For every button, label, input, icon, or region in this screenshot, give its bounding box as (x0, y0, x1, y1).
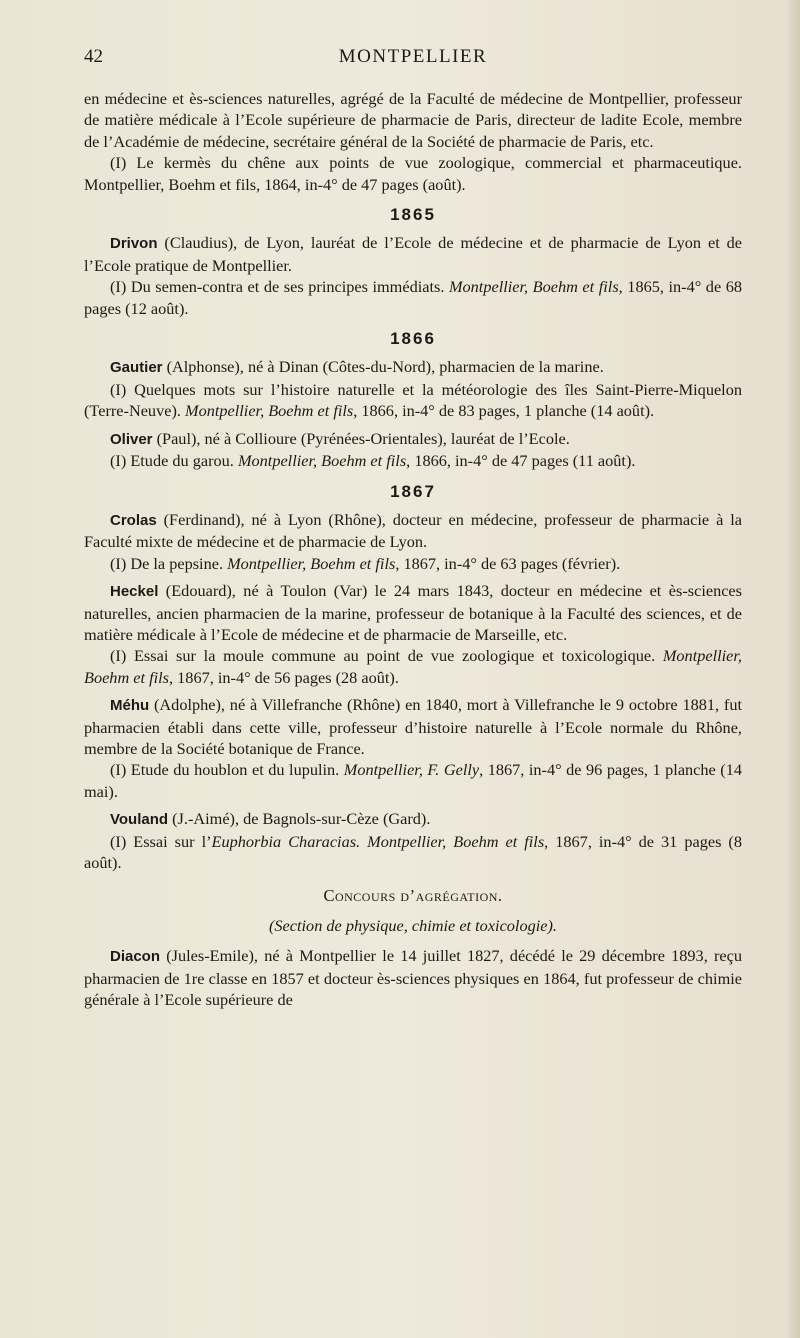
work-heckel (84, 645, 742, 688)
work-details: , 1867, in-4° de 56 pages (28 août). (169, 667, 399, 687)
author-bio: (Ferdinand), né à Lyon (Rhône), docteur en médecine, professeur de pharmacie à la Faculté mixte de médecine et de pharmacie de Lyon. (84, 509, 742, 552)
entry-mehu (84, 694, 742, 759)
work-title: (I) Essai sur l’ (110, 831, 212, 851)
work-title: (I) De la pepsine. (110, 553, 228, 573)
author-name: Vouland (110, 811, 169, 829)
author-bio: (Jules-Emile), né à Montpellier le 14 juillet 1827, décédé le 29 décembre 1893, reçu pharmacien de 1re classe en 1857 et docteur ès-sciences physiques en 1864, fut professeur de chimie générale à l’Ecole supérieure de (84, 946, 742, 1010)
entry-vouland (84, 808, 742, 830)
work-details: , 1867, in-4° de 63 pages (février). (395, 553, 621, 573)
work-details: , 1866, in-4° de 83 pages, 1 planche (14 août). (353, 401, 655, 421)
page-header (84, 46, 742, 76)
author-name: Oliver (110, 430, 153, 448)
author-bio: (Edouard), né à Toulon (Var) le 24 mars 1843, docteur en médecine et ès-sciences naturelles, ancien pharmacien de la marine, professeur de botanique à la Faculté des sciences, et de matière médicale à l’Ecole de médecine et de pharmacie de Marseille, etc. (84, 581, 742, 644)
work-vouland (84, 831, 742, 874)
work-mehu (84, 759, 742, 802)
entry-drivon (84, 232, 742, 276)
entry-heckel (84, 580, 742, 645)
author-name: Heckel (110, 583, 159, 601)
work-details: , 1867, in-4° de 31 pages (8 août). (84, 831, 742, 872)
entry-crolas (84, 509, 742, 553)
author-name: Gautier (110, 359, 163, 377)
author-bio: (Adolphe), né à Villefranche (Rhône) en 1840, mort à Villefranche le 9 octobre 1881, fut pharmacien établi dans cette ville, professeur d’histoire naturelle à l’Ecole normale du Rhône, membre de la Société botanique de France. (84, 695, 742, 758)
entry-diacon (84, 945, 742, 1010)
work-publisher: Montpellier, F. Gelly (343, 760, 480, 780)
page-fold-shadow (786, 0, 800, 1338)
work-oliver (84, 450, 742, 471)
entry-oliver (84, 428, 742, 450)
intro-paragraph: en médecine et ès-sciences naturelles, agrégé de la Faculté de médecine de Montpellier, professeur de matière médicale à l’Ecole supérieure de pharmacie de Paris, directeur de ladite Ecole, membre de l’Académie de médecine, secrétaire général de la Société de pharmacie de Paris, etc. (84, 89, 742, 151)
entry-gautier (84, 356, 742, 378)
work-publisher: Montpellier, Boehm et fils (84, 646, 742, 687)
intro-work: (I) Le kermès du chêne aux points de vue zoologique, commercial et pharmaceutique. Montpellier, Boehm et fils, 1864, in-4° de 47 pages (août). (84, 153, 742, 194)
work-drivon (84, 276, 742, 319)
year-heading-1865: 1865 (390, 205, 436, 225)
author-bio: (Paul), né à Collioure (Pyrénées-Orientales), lauréat de l’Ecole. (152, 428, 570, 448)
work-publisher: Montpellier, Boehm et fils (448, 277, 619, 297)
running-title: MONTPELLIER (338, 46, 488, 67)
work-publisher: Euphorbia Characias. Montpellier, Boehm et fils (211, 831, 545, 851)
author-name: Méhu (110, 697, 150, 715)
work-details: , 1866, in-4° de 47 pages (11 août). (406, 451, 636, 471)
author-name: Drivon (110, 235, 158, 253)
work-title: (I) Etude du houblon et du lupulin. (110, 760, 344, 780)
work-gautier (84, 379, 742, 422)
work-publisher: Montpellier, Boehm et fils (227, 553, 396, 573)
work-details: , 1865, in-4° de 68 pages (12 août). (84, 277, 743, 318)
work-title: (I) Du semen-contra et de ses principes immédiats. (110, 277, 449, 297)
work-publisher: Montpellier, Boehm et fils (237, 451, 407, 471)
year-heading-1867: 1867 (390, 481, 436, 501)
work-publisher: Montpellier, Boehm et fils (185, 401, 354, 421)
work-crolas (84, 553, 742, 574)
author-bio: (J.-Aimé), de Bagnols-sur-Cèze (Gard). (168, 809, 431, 829)
work-title: (I) Etude du garou. (110, 451, 238, 471)
work-title: (I) Essai sur la moule commune au point de vue zoologique et toxicologique. (110, 646, 663, 666)
author-name: Crolas (110, 511, 157, 529)
author-name: Diacon (110, 948, 161, 966)
section-subheading: (Section de physique, chimie et toxicologie). (269, 915, 557, 935)
year-heading-1866: 1866 (390, 329, 436, 349)
page-number: 42 (84, 46, 103, 67)
work-title: (I) Quelques mots sur l’histoire naturelle et la météorologie des îles Saint-Pierre-Miquelon (Terre-Neuve). (84, 379, 742, 421)
author-bio: (Claudius), de Lyon, lauréat de l’Ecole de médecine et de pharmacie de Lyon et de l’Ecole pratique de Montpellier. (84, 233, 742, 275)
concours-heading: Concours d’agrégation. (323, 886, 503, 906)
page-body (84, 88, 742, 1010)
work-details: , 1867, in-4° de 96 pages, 1 planche (14 mai). (84, 760, 743, 801)
author-bio: (Alphonse), né à Dinan (Côtes-du-Nord), pharmacien de la marine. (162, 357, 604, 377)
